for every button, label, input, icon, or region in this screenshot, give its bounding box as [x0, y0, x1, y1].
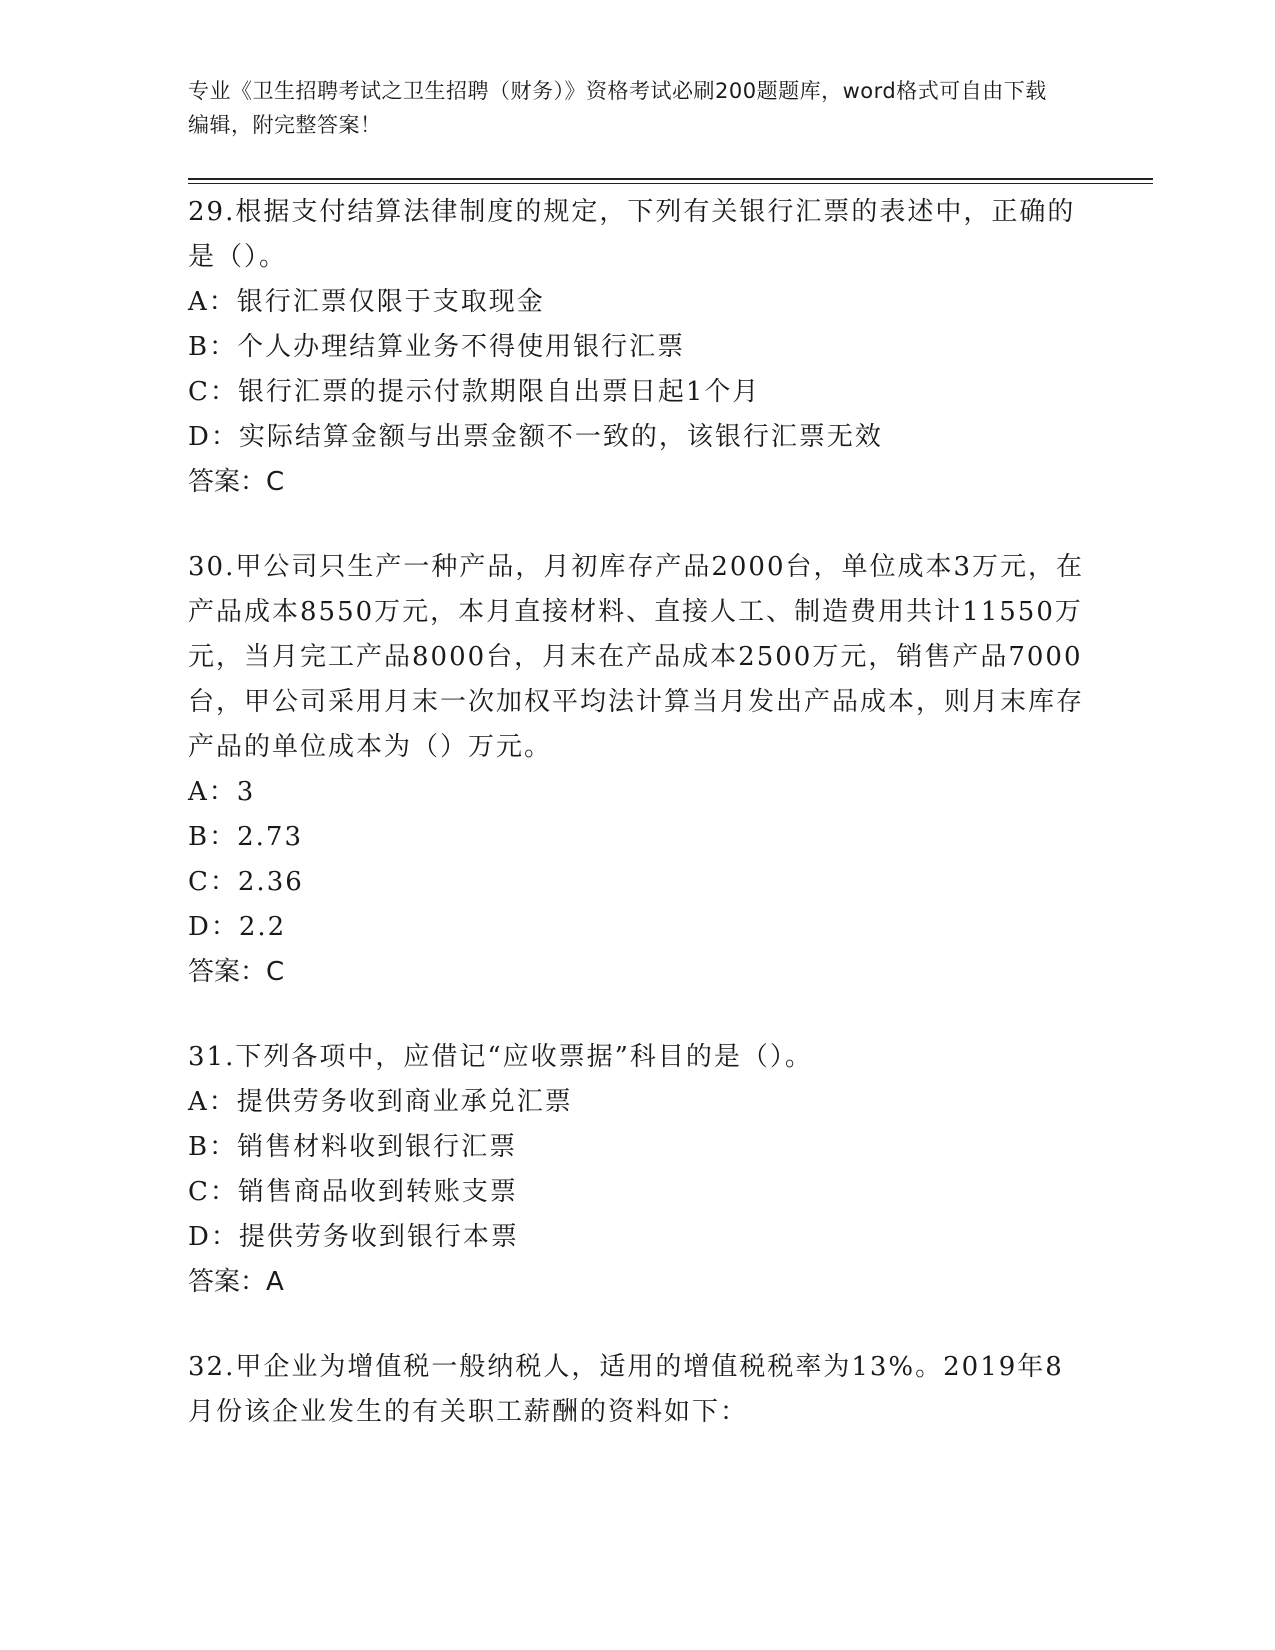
- option-c: C：2.36: [188, 867, 304, 897]
- question-30: [188, 545, 1088, 995]
- option-c: C：银行汇票的提示付款期限自出票日起1个月: [188, 377, 761, 407]
- option-a: A：提供劳务收到商业承兑汇票: [188, 1087, 573, 1117]
- question-list: [188, 190, 1088, 1475]
- question-text: 32.甲企业为增值税一般纳税人，适用的增值税税率为13%。2019年8月份该企业发生的有关职工薪酬的资料如下：: [188, 1352, 1064, 1427]
- answer: 答案：A: [188, 1267, 284, 1297]
- option-b: B：个人办理结算业务不得使用银行汇票: [188, 332, 686, 362]
- question-text: 30.甲公司只生产一种产品，月初库存产品2000台，单位成本3万元，在产品成本8550万元，本月直接材料、直接人工、制造费用共计11550万元，当月完工产品8000台，月末在产品成本2500万元，销售产品7000台，甲公司采用月末一次加权平均法计算当月发出产品成本，则月末库存产品的单位成本为（）万元。: [188, 552, 1085, 762]
- document-header: 专业《卫生招聘考试之卫生招聘（财务）》资格考试必刷200题题库，word格式可自由下载编辑，附完整答案！: [188, 79, 1047, 137]
- question-text: 31.下列各项中，应借记“应收票据”科目的是（）。: [188, 1042, 813, 1072]
- question-29: [188, 190, 1088, 505]
- option-a: A：3: [188, 777, 256, 807]
- question-text: 29.根据支付结算法律制度的规定，下列有关银行汇票的表述中，正确的是（）。: [188, 197, 1076, 272]
- header-rule-thick: [188, 178, 1153, 180]
- option-d: D：2.2: [188, 912, 287, 942]
- header-rule-thin: [188, 183, 1153, 184]
- answer: 答案：C: [188, 957, 285, 987]
- option-d: D：提供劳务收到银行本票: [188, 1222, 519, 1252]
- option-a: A：银行汇票仅限于支取现金: [188, 287, 545, 317]
- option-c: C：销售商品收到转账支票: [188, 1177, 518, 1207]
- question-32: [188, 1345, 1088, 1435]
- question-31: [188, 1035, 1088, 1305]
- option-b: B：销售材料收到银行汇票: [188, 1132, 518, 1162]
- answer: 答案：C: [188, 467, 285, 497]
- option-d: D：实际结算金额与出票金额不一致的，该银行汇票无效: [188, 422, 883, 452]
- option-b: B：2.73: [188, 822, 303, 852]
